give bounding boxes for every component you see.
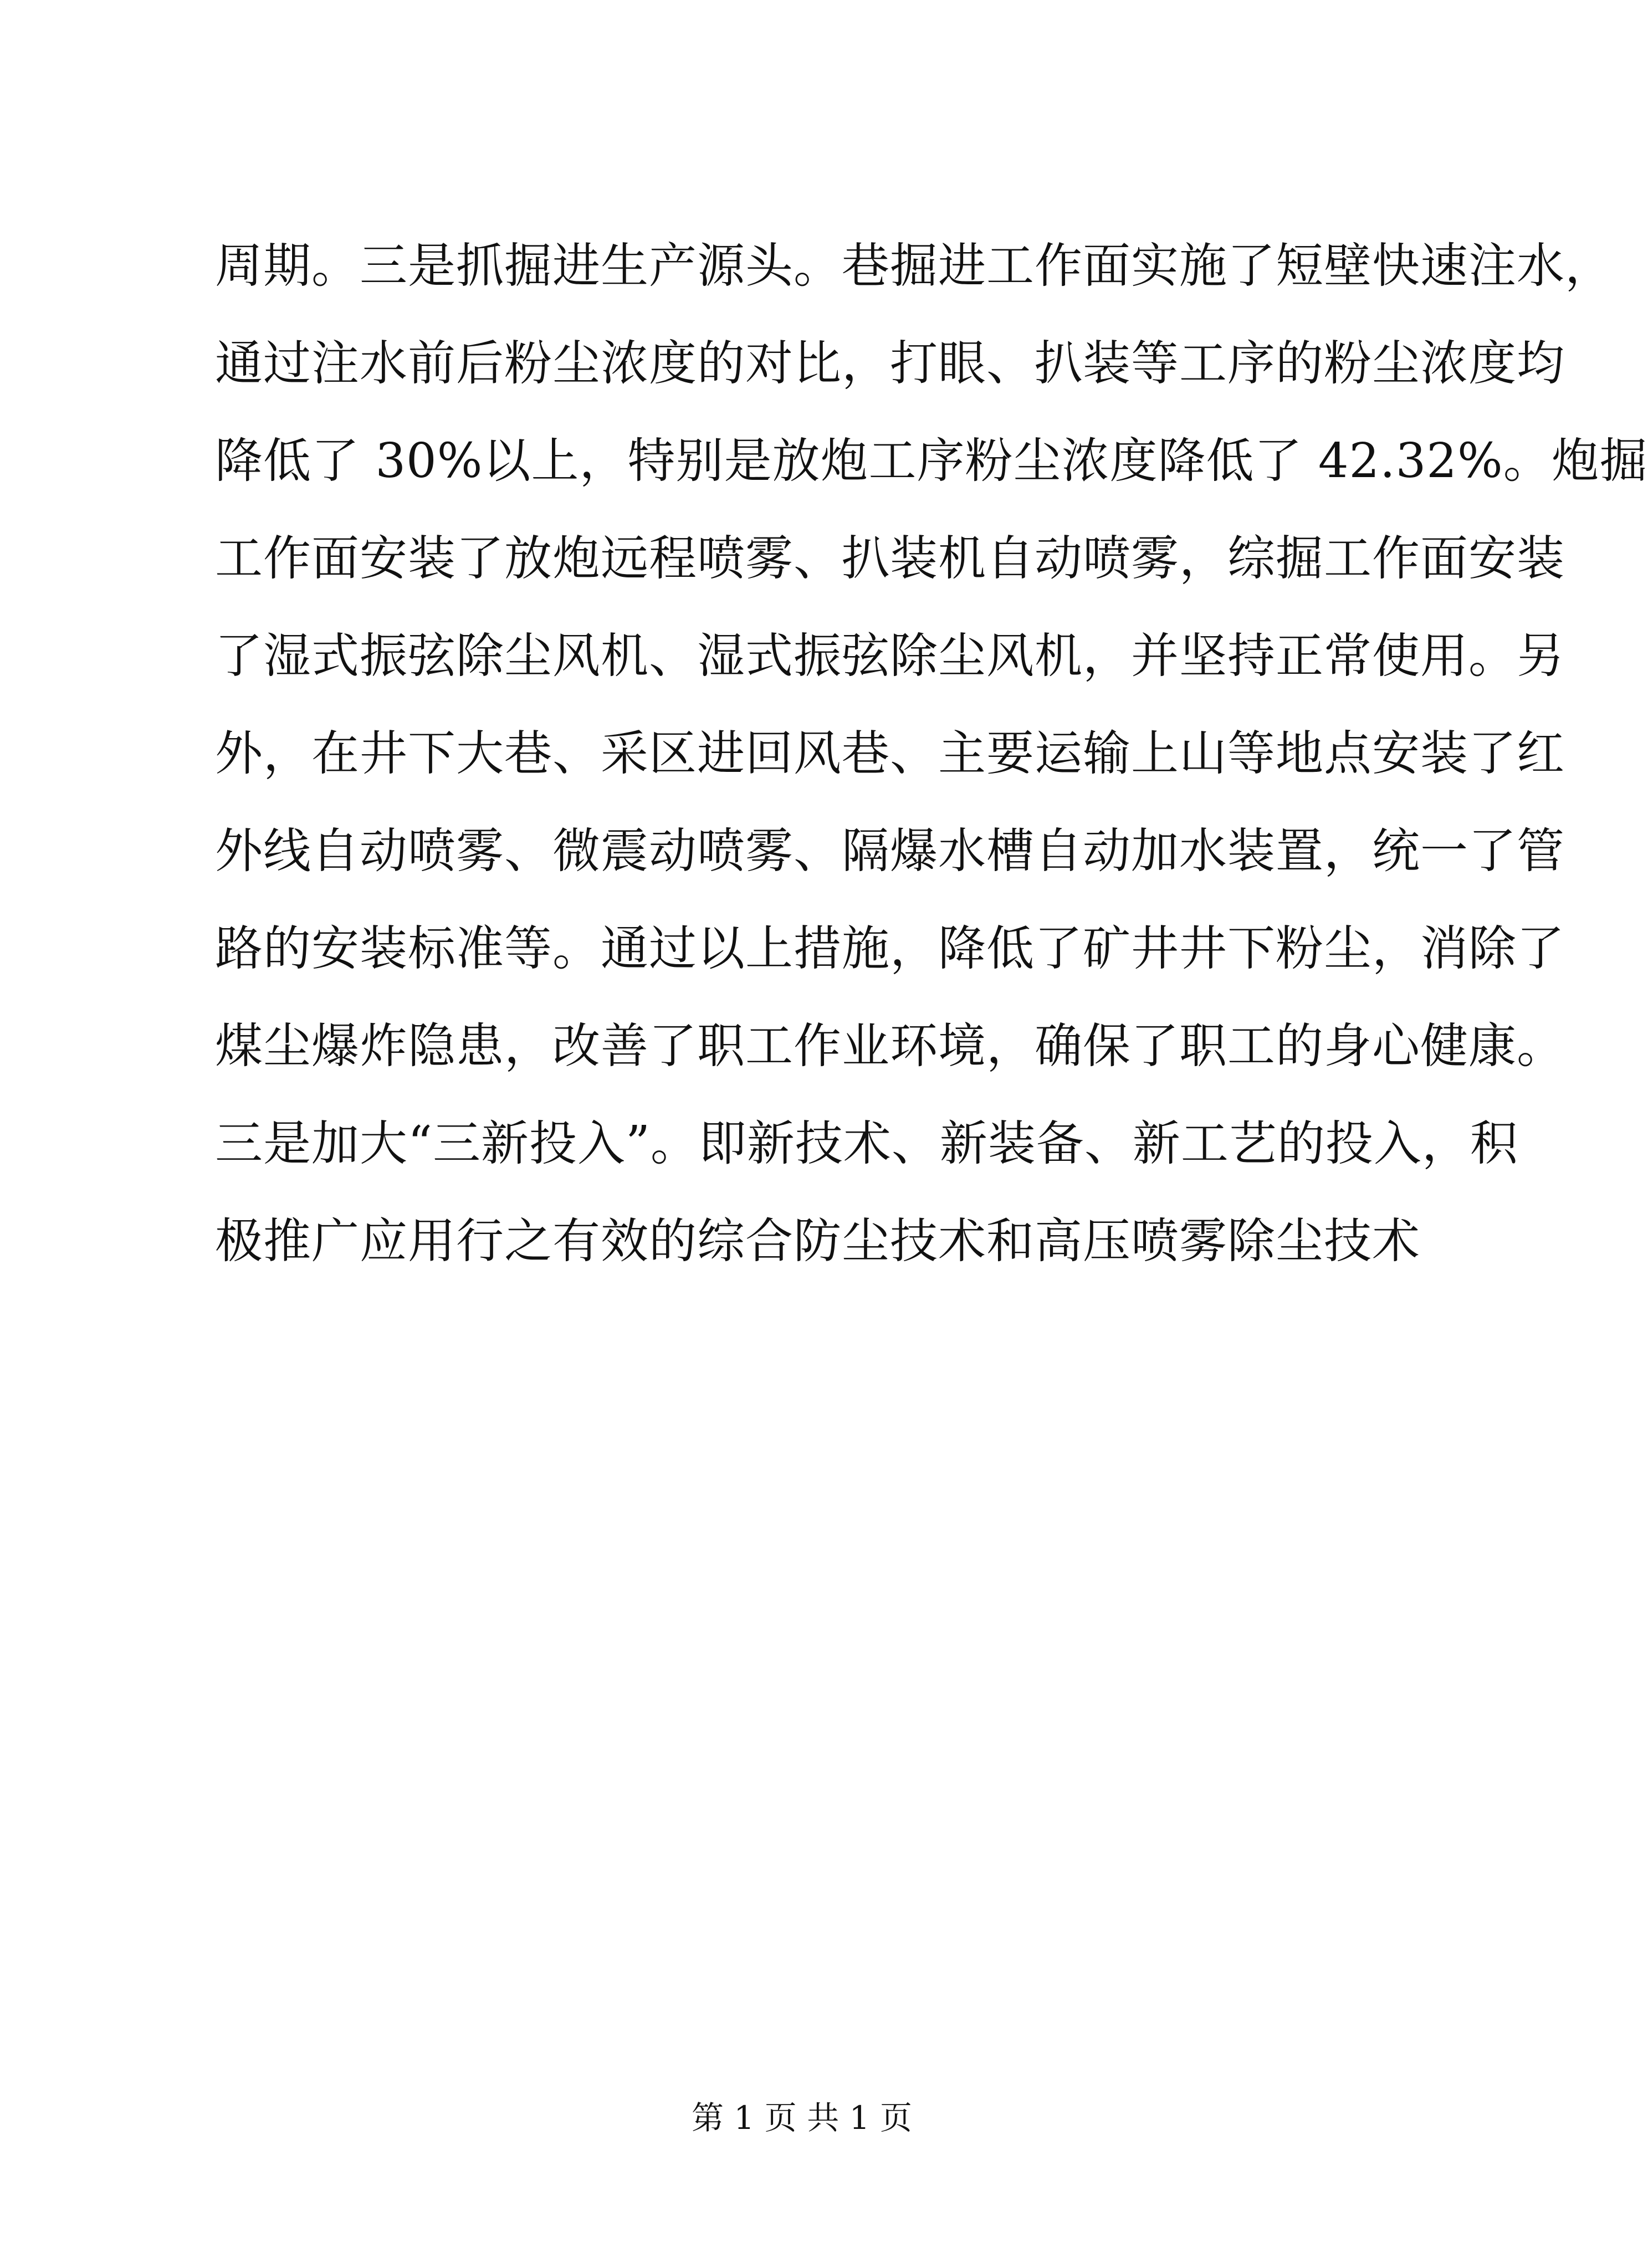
text-line: 周期。三是抓掘进生产源头。巷掘进工作面实施了短壁快速注水，: [215, 238, 1613, 294]
text-line: 工作面安装了放炮远程喷雾、扒装机自动喷雾，综掘工作面安装: [215, 531, 1565, 586]
body-paragraph: [215, 217, 1648, 1290]
text-line: 降低了 30%以上，特别是放炮工序粉尘浓度降低了 42.32%。炮掘: [215, 433, 1648, 489]
text-line: 极推广应用行之有效的综合防尘技术和高压喷雾除尘技术: [215, 1214, 1420, 1269]
text-line: 外，在井下大巷、采区进回风巷、主要运输上山等地点安装了红: [215, 726, 1565, 781]
page-footer: 第 1 页 共 1 页: [692, 2099, 912, 2137]
text-line: 通过注水前后粉尘浓度的对比，打眼、扒装等工序的粉尘浓度均: [215, 336, 1565, 391]
text-line: 煤尘爆炸隐患，改善了职工作业环境，确保了职工的身心健康。: [215, 1018, 1565, 1074]
text-line: 三是加大“三新投入”。即新技术、新装备、新工艺的投入，积: [215, 1116, 1518, 1171]
text-line: 了湿式振弦除尘风机、湿式振弦除尘风机，并坚持正常使用。另: [215, 628, 1565, 684]
text-line: 路的安装标准等。通过以上措施，降低了矿井井下粉尘，消除了: [215, 921, 1565, 976]
text-line: 外线自动喷雾、微震动喷雾、隔爆水槽自动加水装置，统一了管: [215, 823, 1565, 879]
